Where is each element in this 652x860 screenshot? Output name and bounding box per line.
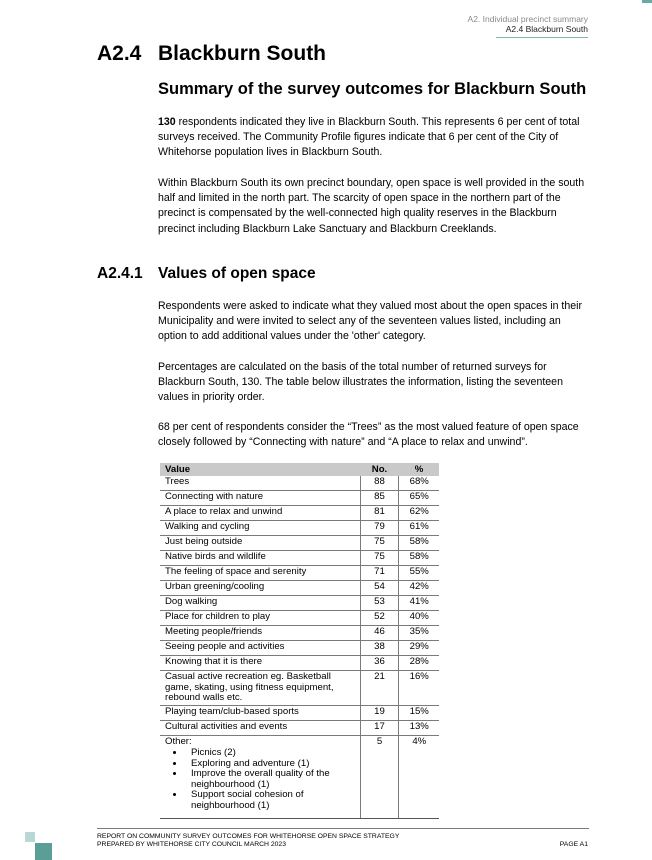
cell-percent: 58% <box>398 551 439 566</box>
intro-paragraph-2: Within Blackburn South its own precinct boundary, open space is well provided in the south half and limited in the north part. The scarcity of open space in the northern part of the precinct is compensated by the well-connected high quality reserves in the Blackburn precinct including Blackburn Lake Sanctuary and Blackburn Creeklands. <box>158 177 585 235</box>
header-rule <box>496 37 588 38</box>
cell-value: Just being outside <box>160 536 360 551</box>
cell-percent: 55% <box>398 566 439 581</box>
cell-count: 19 <box>360 705 398 720</box>
footer-text <box>97 833 399 849</box>
cell-percent: 68% <box>398 476 439 491</box>
table-row <box>160 641 439 656</box>
cell-value: Knowing that it is there <box>160 656 360 671</box>
header-subsection: A2.4 Blackburn South <box>505 24 588 34</box>
footer-line-1: REPORT ON COMMUNITY SURVEY OUTCOMES FOR WHITEHORSE OPEN SPACE STRATEGY <box>97 833 400 840</box>
values-paragraph-3: 68 per cent of respondents consider the “Trees” as the most valued feature of open space closely followed by “Connecting with nature” and “A place to relax and unwind”. <box>158 421 579 449</box>
table-row <box>160 656 439 671</box>
cell-percent: 29% <box>398 641 439 656</box>
table-row <box>160 626 439 641</box>
table-row <box>160 611 439 626</box>
header-section: A2. Individual precinct summary <box>467 14 588 24</box>
intro-paragraph-1 <box>158 115 588 161</box>
cell-value: Meeting people/friends <box>160 626 360 641</box>
cell-percent: 16% <box>398 671 439 706</box>
cell-count: 21 <box>360 671 398 706</box>
values-heading <box>97 265 316 283</box>
logo-square-large <box>35 843 52 860</box>
cell-count: 52 <box>360 611 398 626</box>
logo-square-small <box>25 832 35 842</box>
cell-percent: 4% <box>398 735 439 818</box>
cell-percent: 40% <box>398 611 439 626</box>
cell-value: Trees <box>160 476 360 491</box>
cell-value-other <box>160 735 360 818</box>
values-table <box>160 463 439 819</box>
cell-count: 71 <box>360 566 398 581</box>
footer-line-2: PREPARED BY WHITEHORSE CITY COUNCIL MARCH 2023 <box>97 841 286 848</box>
col-header-no: No. <box>360 463 398 476</box>
values-paragraph-1: Respondents were asked to indicate what they valued most about the open spaces in their Municipality and were invited to select any of the seventeen values listed, including an option to add additional values under the 'other' category. <box>158 300 583 343</box>
cell-percent: 58% <box>398 536 439 551</box>
cell-value: Urban greening/cooling <box>160 581 360 596</box>
cell-value: Seeing people and activities <box>160 641 360 656</box>
other-items-list <box>165 748 356 811</box>
cell-count: 38 <box>360 641 398 656</box>
cell-percent: 15% <box>398 705 439 720</box>
table-row <box>160 596 439 611</box>
cell-count: 46 <box>360 626 398 641</box>
table-header-row <box>160 463 439 476</box>
cell-percent: 35% <box>398 626 439 641</box>
footer-rule <box>97 828 589 829</box>
respondent-count: 130 <box>158 116 176 128</box>
title-number: A2.4 <box>97 42 142 65</box>
cell-count: 53 <box>360 596 398 611</box>
list-item: • Exploring and adventure (1) <box>185 759 356 770</box>
page-number: PAGE A1 <box>559 841 588 848</box>
table-row <box>160 521 439 536</box>
values-paragraph-2: Percentages are calculated on the basis of the total number of returned surveys for Blackburn South, 130. The table below illustrates the information, listing the seventeen values in priority order. <box>158 361 563 404</box>
corner-accent <box>642 0 652 3</box>
cell-count: 88 <box>360 476 398 491</box>
cell-percent: 42% <box>398 581 439 596</box>
table-row <box>160 491 439 506</box>
cell-count: 17 <box>360 720 398 735</box>
table-row <box>160 536 439 551</box>
cell-count: 79 <box>360 521 398 536</box>
table-row <box>160 506 439 521</box>
page-title <box>97 42 326 66</box>
table-row <box>160 671 439 706</box>
cell-value: Casual active recreation eg. Basketball game, skating, using fitness equipment, rebound walls etc. <box>160 671 360 706</box>
cell-value: A place to relax and unwind <box>160 506 360 521</box>
values-heading-number: A2.4.1 <box>97 265 143 282</box>
cell-count: 54 <box>360 581 398 596</box>
cell-percent: 65% <box>398 491 439 506</box>
table-body <box>160 476 439 818</box>
cell-percent: 28% <box>398 656 439 671</box>
cell-count: 75 <box>360 536 398 551</box>
cell-value: Cultural activities and events <box>160 720 360 735</box>
table-row <box>160 705 439 720</box>
cell-percent: 62% <box>398 506 439 521</box>
cell-value: Place for children to play <box>160 611 360 626</box>
intro-paragraph-1-text: respondents indicated they live in Blackburn South. This represents 6 per cent of total surveys received. The Community Profile figures indicate that 6 per cent of the City of Whitehorse population lives in Blackburn South. <box>158 116 580 159</box>
cell-value: Connecting with nature <box>160 491 360 506</box>
table-row <box>160 720 439 735</box>
values-heading-text: Values of open space <box>158 265 316 282</box>
cell-count: 85 <box>360 491 398 506</box>
table-row <box>160 476 439 491</box>
table-row <box>160 566 439 581</box>
cell-value: Dog walking <box>160 596 360 611</box>
col-header-pct: % <box>398 463 439 476</box>
other-label: Other: <box>165 735 192 747</box>
title-text: Blackburn South <box>158 42 327 65</box>
table-row <box>160 551 439 566</box>
table-row <box>160 581 439 596</box>
list-item: • Improve the overall quality of the neighbourhood (1) <box>185 769 356 790</box>
table-row-other <box>160 735 439 818</box>
list-item: • Support social cohesion of neighbourhood (1) <box>185 790 356 811</box>
summary-heading: Summary of the survey outcomes for Blackburn South <box>158 80 587 98</box>
cell-count: 75 <box>360 551 398 566</box>
cell-count: 5 <box>360 735 398 818</box>
cell-value: Walking and cycling <box>160 521 360 536</box>
list-item: • Picnics (2) <box>185 748 356 759</box>
cell-value: Playing team/club-based sports <box>160 705 360 720</box>
cell-value: The feeling of space and serenity <box>160 566 360 581</box>
col-header-value: Value <box>160 463 360 476</box>
cell-percent: 61% <box>398 521 439 536</box>
cell-percent: 13% <box>398 720 439 735</box>
cell-value: Native birds and wildlife <box>160 551 360 566</box>
running-header <box>468 14 588 38</box>
cell-count: 36 <box>360 656 398 671</box>
cell-count: 81 <box>360 506 398 521</box>
cell-percent: 41% <box>398 596 439 611</box>
